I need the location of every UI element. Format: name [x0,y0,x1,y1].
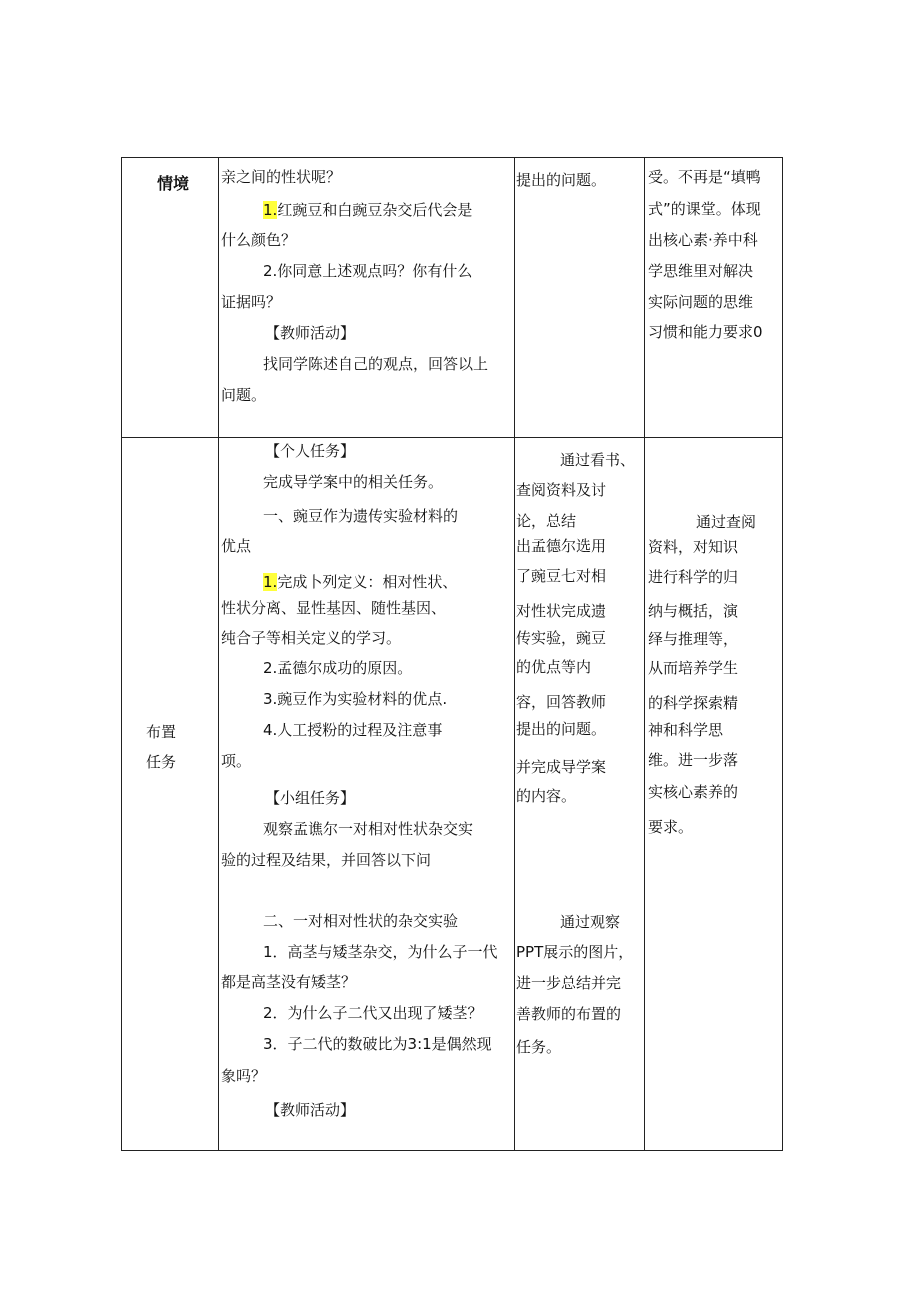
section-heading: 【小组任务】 [265,789,356,807]
section-heading: 【个人任务】 [265,442,356,460]
content-line: 什么颜色？ [221,231,297,249]
student-line: 的优点等内 [516,658,592,676]
column-divider [218,158,219,1150]
section-heading: 【教师活动】 [265,324,356,342]
student-line: 容，回答教师 [516,693,607,711]
student-line: PPT展示的图片， [516,943,634,961]
intent-line: 习惯和能力要求0 [648,323,763,341]
intent-line: 实核心素养的 [648,783,739,801]
student-line: 进一步总结并完 [516,974,622,992]
content-line: 验的过程及结果，并回答以下问 [221,851,432,869]
content-line: 纯合子等相关定义的学习。 [221,629,402,647]
intent-line: 受。不再是“填鸭 [648,168,761,186]
student-line: 并完成导学案 [516,758,607,776]
highlight-number: 1. [263,201,278,219]
content-line: 亲之间的性状呢？ [221,168,342,186]
intent-line: 纳与概括，演 [648,602,739,620]
content-line: 找同学陈述自己的观点，回答以上 [263,355,489,373]
content-line: 性状分离、显性基因、随性基因、 [221,599,447,617]
intent-line: 通过查阅 [696,513,757,531]
student-line: 了豌豆七对相 [516,567,607,585]
section-heading: 【教师活动】 [265,1101,356,1119]
content-line: 3.豌豆作为实验材料的优点. [263,690,448,708]
intent-line: 从而培养学生 [648,659,739,677]
intent-line: 实际问题的思维 [648,293,754,311]
intent-line: 的科学探索精 [648,694,739,712]
intent-line: 出核心素·养中科 [648,231,758,249]
content-line: 项。 [221,752,252,770]
student-line: 善教师的布置的 [516,1005,622,1023]
intent-line: 进行科学的归 [648,568,739,586]
intent-line: 要求。 [648,818,694,836]
intent-line: 资料，对知识 [648,538,739,556]
question-line: 3．子二代的数破比为3:1是偶然现 [263,1035,492,1053]
student-line: 论，总结 [516,512,577,530]
question-line: 2．为什么子二代又出现了矮茎？ [263,1004,483,1022]
column-divider [644,158,645,1150]
row2-label: 布置 [146,723,177,741]
student-line: 提出的问题。 [516,720,607,738]
student-line: 查阅资料及讨 [516,481,607,499]
intent-line: 维。进一步落 [648,751,739,769]
question-line: 1.红豌豆和白豌豆杂交后代会是 [263,201,473,219]
row2-label: 任务 [146,753,177,771]
highlight-number: 1. [263,573,278,591]
content-line: 问题。 [221,386,267,404]
question-line: 1.完成卜列定义：相对性状、 [263,573,458,591]
student-line: 传实验，豌豆 [516,629,607,647]
content-line: 一、豌豆作为遗传实验材料的 [263,507,459,525]
content-line: 2.孟德尔成功的原因。 [263,659,413,677]
student-line: 通过观察 [560,913,621,931]
question-line: 1．高茎与矮茎杂交，为什么子一代 [263,943,498,961]
content-line: 都是高茎没有矮茎？ [221,973,357,991]
intent-line: 式”的课堂。体现 [648,200,761,218]
question-line: 2.你同意上述观点吗？你有什么 [263,262,473,280]
intent-line: 学思维里对解决 [648,262,754,280]
intent-line: 神和科学思 [648,721,724,739]
content-line: 优点 [221,537,252,555]
row-divider [122,437,782,438]
student-line: 出孟德尔选用 [516,537,607,555]
student-line: 通过看书、 [560,451,636,469]
content-line: 象吗？ [221,1067,267,1085]
content-line: 观察孟谯尔一对相对性状杂交实 [263,820,474,838]
content-line: 二、一对相对性状的杂交实验 [263,912,459,930]
student-line: 任务。 [516,1038,562,1056]
column-divider [514,158,515,1150]
student-line: 的内容。 [516,787,577,805]
content-line: 4.人工授粉的过程及注意事 [263,721,443,739]
intent-line: 绎与推理等， [648,630,739,648]
content-line: 完成导学案中的相关任务。 [263,473,444,491]
content-line: 证据吗？ [221,293,282,311]
row1-student-activity: 提出的问题。 [516,171,607,189]
student-line: 对性状完成遗 [516,602,607,620]
row1-label: 情境 [157,174,190,193]
